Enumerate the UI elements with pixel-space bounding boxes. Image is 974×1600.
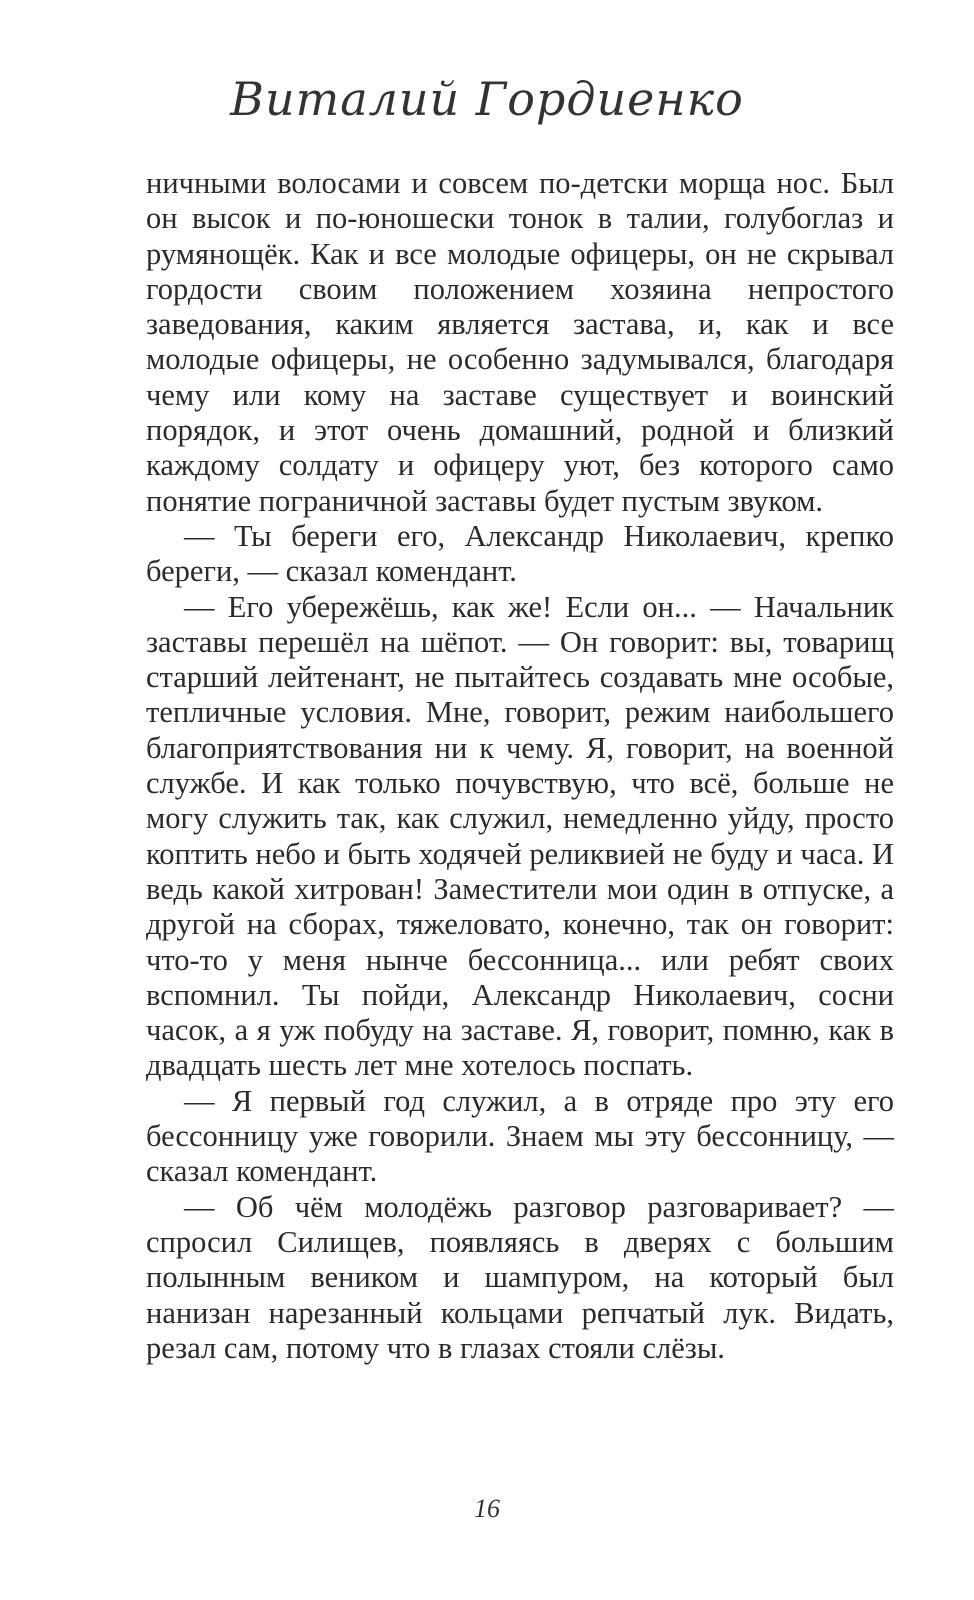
body-text	[146, 166, 894, 1366]
page-number: 16	[474, 1494, 500, 1523]
running-head-author: Виталий Гордиенко	[230, 72, 744, 126]
paragraph-continuation: ничными волосами и совсем по-детски морща нос. Был он высок и по-юношески тонок в талии, голубоглаз и румянощёк. Как и все молодые офицеры, он не скрывал гордости своим положением хозяина непростого заведования, каким является застава, и, как и все молодые офицеры, не особенно задумывался, благодаря чему или кому на заставе существует и воинский порядок, и этот очень домашний, родной и близкий каждому солдату и офицеру уют, без которого само понятие пограничной заставы будет пустым звуком.	[146, 166, 894, 518]
paragraph-dialogue: — Ты береги его, Александр Николаевич, крепко береги, — сказал комендант.	[146, 518, 894, 589]
paragraph-dialogue: — Об чём молодёжь разговор разговаривает? — спросил Силищев, появляясь в дверях с большим полынным веником и шампуром, на который был нанизан нарезанный кольцами репчатый лук. Видать, резал сам, потому что в глазах стояли слёзы.	[146, 1189, 894, 1365]
paragraph-dialogue: — Я первый год служил, а в отряде про эту его бессонницу уже говорили. Знаем мы эту бессонницу, — сказал комендант.	[146, 1083, 894, 1189]
paragraph-dialogue: — Его убережёшь, как же! Если он... — Начальник заставы перешёл на шёпот. — Он говорит: вы, товарищ старший лейтенант, не пытайтесь создавать мне особые, тепличные условия. Мне, говорит, режим наибольшего благоприятствования ни к чему. Я, говорит, на военной службе. И как только почувствую, что всё, больше не могу служить так, как служил, немедленно уйду, просто коптить небо и быть ходячей реликвией не буду и часа. И ведь какой хитрован! Заместители мои один в отпуске, а другой на сборах, тяжеловато, конечно, так он говорит: что-то у меня нынче бессонница... или ребят своих вспомнил. Ты пойди, Александр Николаевич, сосни часок, а я уж побуду на заставе. Я, говорит, помню, как в двадцать шесть лет мне хотелось поспать.	[146, 589, 894, 1083]
